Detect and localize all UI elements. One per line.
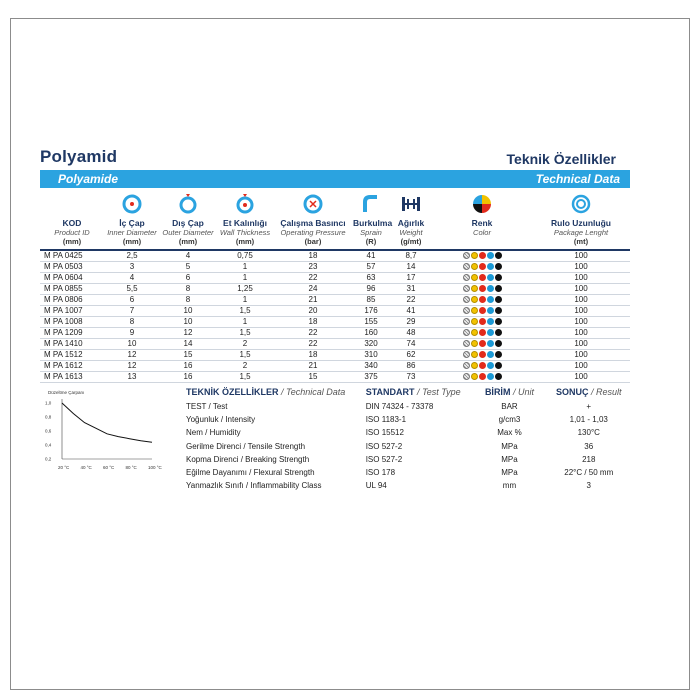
swatch-blue: [487, 329, 494, 336]
section-title: Teknik Özellikler: [506, 151, 616, 167]
property-result: 22°C / 50 mm: [564, 468, 614, 478]
cell-dis: 6: [160, 273, 216, 284]
swatch-black: [495, 274, 502, 281]
table-row: [40, 284, 630, 295]
cell-agirlik: 17: [390, 273, 432, 284]
property-standard: ISO 15512: [365, 428, 404, 438]
cell-et: 1,25: [216, 284, 274, 295]
cell-basinc: 21: [274, 295, 352, 306]
property-unit: MPa: [501, 468, 518, 478]
cell-ic: 12: [104, 350, 160, 361]
swatch-black: [495, 263, 502, 270]
swatch-red: [479, 329, 486, 336]
swatch-red: [479, 252, 486, 259]
column-label-tr: Ağırlık: [397, 218, 425, 228]
property-row: [186, 400, 630, 413]
property-row: [186, 453, 630, 466]
cell-burkulma: 310: [352, 350, 390, 361]
cell-burkulma: 176: [352, 306, 390, 317]
column-unit: (mm): [178, 237, 198, 246]
cell-basinc: 22: [274, 328, 352, 339]
cell-dis: 10: [160, 306, 216, 317]
cell-burkulma: 160: [352, 328, 390, 339]
cell-burkulma: 41: [352, 250, 390, 262]
prop-header: TEKNİK ÖZELLİKLER / Technical Data: [186, 387, 346, 397]
column-label-en: Inner Diameter: [107, 228, 157, 237]
swatch-natural: [463, 263, 470, 270]
pressure-icon: [303, 194, 323, 214]
property-standard: ISO 527-2: [365, 441, 403, 451]
swatch-black: [495, 329, 502, 336]
cell-burkulma: 57: [352, 262, 390, 273]
property-unit: MPa: [501, 454, 518, 464]
column-label-en: Sprain: [360, 228, 382, 237]
product-table: [40, 194, 630, 383]
cell-agirlik: 14: [390, 262, 432, 273]
property-standard: ISO 178: [365, 468, 396, 478]
cell-et: 1: [216, 262, 274, 273]
swatch-blue: [487, 351, 494, 358]
property-result: +: [586, 402, 592, 412]
property-standard: DIN 74324 - 73378: [365, 402, 434, 412]
cell-agirlik: 74: [390, 339, 432, 350]
property-row: [186, 440, 630, 453]
column-label-en: Product ID: [54, 228, 90, 237]
property-row: [186, 426, 630, 439]
swatch-blue: [487, 373, 494, 380]
table-row: [40, 328, 630, 339]
property-name: Yoğunluk / Intensity: [186, 415, 256, 425]
properties-body: [186, 400, 630, 492]
cell-kod: M PA 1613: [40, 372, 104, 383]
cell-kod: M PA 0503: [40, 262, 104, 273]
swatch-red: [479, 285, 486, 292]
property-unit: mm: [502, 481, 517, 491]
cell-rulo: 100: [532, 372, 630, 383]
property-name: TEST / Test: [186, 402, 228, 412]
unit-header: BİRİM / Unit: [484, 387, 534, 397]
cell-kod: M PA 1612: [40, 361, 104, 372]
swatch-black: [495, 340, 502, 347]
swatch-black: [495, 373, 502, 380]
cell-burkulma: 155: [352, 317, 390, 328]
swatch-blue: [487, 263, 494, 270]
cell-burkulma: 63: [352, 273, 390, 284]
property-unit: g/cm3: [498, 415, 521, 425]
column-header: [274, 194, 352, 250]
property-result: 130°C: [577, 428, 600, 438]
cell-dis: 12: [160, 328, 216, 339]
cell-dis: 16: [160, 372, 216, 383]
column-unit: (mm): [122, 237, 142, 246]
property-name: Eğilme Dayanımı / Flexural Strength: [186, 468, 315, 478]
weight-icon: [401, 194, 421, 214]
column-unit: (mm): [62, 237, 82, 246]
column-unit: (g/mt): [400, 237, 422, 246]
column-label-en: Color: [473, 228, 491, 237]
column-header: [390, 194, 432, 250]
cell-rulo: 100: [532, 317, 630, 328]
cell-dis: 14: [160, 339, 216, 350]
swatch-natural: [463, 351, 470, 358]
cell-rulo: 100: [532, 361, 630, 372]
swatch-natural: [463, 285, 470, 292]
cell-et: 1: [216, 317, 274, 328]
cell-ic: 4: [104, 273, 160, 284]
cell-burkulma: 85: [352, 295, 390, 306]
property-result: 3: [586, 481, 591, 491]
graph-y-tick: 0,6: [45, 428, 52, 434]
swatch-yellow: [471, 285, 478, 292]
column-label-tr: Renk: [471, 218, 493, 228]
cell-et: 1,5: [216, 328, 274, 339]
cell-kod: M PA 1209: [40, 328, 104, 339]
cell-ic: 3: [104, 262, 160, 273]
cell-agirlik: 8,7: [390, 250, 432, 262]
color-swatches: [432, 306, 532, 317]
graph-x-tick: 20 °C: [58, 465, 70, 470]
color-swatches: [432, 273, 532, 284]
property-standard: ISO 527-2: [365, 454, 403, 464]
color-swatches: [432, 262, 532, 273]
color-swatches: [432, 295, 532, 306]
table-row: [40, 350, 630, 361]
cell-ic: 9: [104, 328, 160, 339]
cell-basinc: 23: [274, 262, 352, 273]
column-header: [432, 194, 532, 250]
swatch-natural: [463, 373, 470, 380]
property-name: Yanmazlık Sınıfı / Inflammability Class: [186, 481, 322, 491]
column-label-tr: KOD: [62, 218, 82, 228]
cell-burkulma: 320: [352, 339, 390, 350]
column-unit: (mt): [573, 237, 589, 246]
swatch-blue: [487, 307, 494, 314]
table-row: [40, 339, 630, 350]
swatch-black: [495, 296, 502, 303]
swatch-natural: [463, 329, 470, 336]
cell-kod: M PA 1410: [40, 339, 104, 350]
cell-ic: 10: [104, 339, 160, 350]
swatch-yellow: [471, 263, 478, 270]
swatch-yellow: [471, 296, 478, 303]
property-name: Gerilme Direnci / Tensile Strength: [186, 441, 306, 451]
graph-svg: [40, 387, 160, 477]
table-row: [40, 295, 630, 306]
technical-properties: [186, 387, 630, 492]
swatch-natural: [463, 340, 470, 347]
cell-et: 1: [216, 295, 274, 306]
column-label-tr: Et Kalınlığı: [223, 218, 267, 228]
section-subtitle: Technical Data: [535, 172, 620, 186]
cell-agirlik: 31: [390, 284, 432, 295]
column-header: [160, 194, 216, 250]
swatch-blue: [487, 340, 494, 347]
property-standard: UL 94: [365, 481, 387, 491]
swatch-blue: [487, 274, 494, 281]
swatch-red: [479, 351, 486, 358]
swatch-blue: [487, 318, 494, 325]
color-swatches: [432, 350, 532, 361]
cell-basinc: 22: [274, 273, 352, 284]
cell-et: 1: [216, 273, 274, 284]
swatch-yellow: [471, 373, 478, 380]
cell-rulo: 100: [532, 284, 630, 295]
cell-et: 1,5: [216, 350, 274, 361]
property-row: [186, 413, 630, 426]
cell-rulo: 100: [532, 295, 630, 306]
swatch-natural: [463, 296, 470, 303]
header-row: [40, 145, 630, 167]
swatch-black: [495, 362, 502, 369]
graph-x-tick: 60 °C: [103, 465, 115, 470]
table-row: [40, 306, 630, 317]
color-swatches: [432, 317, 532, 328]
column-unit: (R): [365, 237, 377, 246]
swatch-yellow: [471, 252, 478, 259]
correction-graph: [40, 387, 160, 477]
swatch-natural: [463, 307, 470, 314]
cell-ic: 5,5: [104, 284, 160, 295]
swatch-red: [479, 274, 486, 281]
graph-y-tick: 0,4: [45, 442, 52, 448]
swatch-yellow: [471, 362, 478, 369]
header-bar: [40, 170, 630, 188]
cell-agirlik: 29: [390, 317, 432, 328]
column-label-tr: Çalışma Basıncı: [280, 218, 346, 228]
swatch-natural: [463, 362, 470, 369]
property-result: 218: [582, 454, 596, 464]
swatch-black: [495, 252, 502, 259]
graph-x-tick: 100 °C: [148, 465, 162, 470]
cell-ic: 6: [104, 295, 160, 306]
cell-agirlik: 86: [390, 361, 432, 372]
table-body: [40, 250, 630, 383]
table-header: [40, 194, 630, 250]
column-header: [40, 194, 104, 250]
cell-et: 1,5: [216, 372, 274, 383]
cell-rulo: 100: [532, 339, 630, 350]
color-swatches: [432, 250, 532, 262]
swatch-natural: [463, 252, 470, 259]
cell-kod: M PA 1008: [40, 317, 104, 328]
table-row: [40, 372, 630, 383]
swatch-red: [479, 296, 486, 303]
cell-et: 2: [216, 361, 274, 372]
graph-y-tick: 0,2: [45, 456, 52, 462]
cell-et: 1,5: [216, 306, 274, 317]
cell-dis: 8: [160, 284, 216, 295]
cell-kod: M PA 1007: [40, 306, 104, 317]
swatch-yellow: [471, 307, 478, 314]
cell-rulo: 100: [532, 273, 630, 284]
graph-x-tick: 40 °C: [80, 465, 92, 470]
cell-rulo: 100: [532, 328, 630, 339]
column-unit: (bar): [304, 237, 322, 246]
swatch-red: [479, 307, 486, 314]
inner-diameter-icon: [122, 194, 142, 214]
swatch-red: [479, 318, 486, 325]
cell-dis: 8: [160, 295, 216, 306]
swatch-yellow: [471, 329, 478, 336]
cell-basinc: 18: [274, 250, 352, 262]
cell-burkulma: 375: [352, 372, 390, 383]
property-result: 36: [584, 441, 594, 451]
table-row: [40, 262, 630, 273]
table-row: [40, 273, 630, 284]
property-unit: MPa: [501, 441, 518, 451]
cell-basinc: 18: [274, 317, 352, 328]
swatch-red: [479, 340, 486, 347]
table-row: [40, 361, 630, 372]
cell-burkulma: 340: [352, 361, 390, 372]
cell-dis: 4: [160, 250, 216, 262]
cell-basinc: 22: [274, 339, 352, 350]
color-swatches: [432, 328, 532, 339]
property-standard: ISO 1183-1: [365, 415, 407, 425]
bend-icon: [361, 194, 381, 214]
swatch-yellow: [471, 318, 478, 325]
swatch-natural: [463, 274, 470, 281]
outer-diameter-icon: [178, 194, 198, 214]
column-header: [352, 194, 393, 250]
cell-ic: 13: [104, 372, 160, 383]
cell-basinc: 15: [274, 372, 352, 383]
column-label-tr: Rulo Uzunluğu: [551, 218, 611, 228]
cell-basinc: 21: [274, 361, 352, 372]
column-label-tr: Burkulma: [353, 218, 393, 228]
cell-burkulma: 96: [352, 284, 390, 295]
graph-y-tick: 1,0: [45, 400, 52, 406]
properties-header: [186, 387, 630, 400]
swatch-blue: [487, 285, 494, 292]
cell-kod: M PA 0806: [40, 295, 104, 306]
graph-y-tick: 0,8: [45, 414, 52, 420]
column-header: [104, 194, 160, 250]
swatch-red: [479, 362, 486, 369]
swatch-blue: [487, 252, 494, 259]
cell-dis: 5: [160, 262, 216, 273]
column-unit: (mm): [235, 237, 255, 246]
swatch-yellow: [471, 351, 478, 358]
column-label-en: Outer Diameter: [162, 228, 214, 237]
color-swatches: [432, 372, 532, 383]
property-row: [186, 479, 630, 492]
property-name: Nem / Humidity: [186, 428, 241, 438]
color-swatches: [432, 284, 532, 295]
swatch-black: [495, 318, 502, 325]
property-name: Kopma Direnci / Breaking Strength: [186, 454, 310, 464]
swatch-red: [479, 373, 486, 380]
swatch-natural: [463, 318, 470, 325]
cell-dis: 10: [160, 317, 216, 328]
column-header: [216, 194, 274, 250]
cell-dis: 16: [160, 361, 216, 372]
product-subtitle: Polyamide: [58, 172, 119, 186]
column-label-tr: Dış Çap: [172, 218, 204, 228]
cell-rulo: 100: [532, 262, 630, 273]
swatch-yellow: [471, 340, 478, 347]
cell-kod: M PA 1512: [40, 350, 104, 361]
swatch-red: [479, 263, 486, 270]
wall-thickness-icon: [235, 194, 255, 214]
column-header: [532, 194, 630, 250]
cell-ic: 12: [104, 361, 160, 372]
property-unit: Max %: [497, 428, 522, 438]
cell-dis: 15: [160, 350, 216, 361]
property-row: [186, 466, 630, 479]
graph-title: Düzeltme Çarpanı: [48, 390, 85, 395]
cell-ic: 8: [104, 317, 160, 328]
color-wheel-icon: [472, 194, 492, 214]
cell-kod: M PA 0855: [40, 284, 104, 295]
swatch-black: [495, 351, 502, 358]
cell-basinc: 24: [274, 284, 352, 295]
cell-agirlik: 41: [390, 306, 432, 317]
table-row: [40, 317, 630, 328]
property-unit: BAR: [501, 402, 518, 412]
roll-icon: [571, 194, 591, 214]
cell-et: 0,75: [216, 250, 274, 262]
swatch-black: [495, 285, 502, 292]
column-label-en: Weight: [399, 228, 423, 237]
color-swatches: [432, 361, 532, 372]
swatch-black: [495, 307, 502, 314]
column-label-en: Package Lenght: [553, 228, 609, 237]
column-label-tr: İç Çap: [119, 218, 145, 228]
lower-section: [40, 387, 630, 492]
cell-rulo: 100: [532, 250, 630, 262]
cell-et: 2: [216, 339, 274, 350]
cell-agirlik: 73: [390, 372, 432, 383]
property-result: 1,01 - 1,03: [569, 415, 608, 425]
graph-x-tick: 80 °C: [125, 465, 137, 470]
cell-rulo: 100: [532, 350, 630, 361]
properties-table: [186, 387, 630, 492]
result-header: SONUÇ / Result: [555, 387, 622, 397]
cell-ic: 2,5: [104, 250, 160, 262]
column-label-en: Operating Pressure: [280, 228, 346, 237]
color-swatches: [432, 339, 532, 350]
swatch-blue: [487, 362, 494, 369]
cell-rulo: 100: [532, 306, 630, 317]
swatch-blue: [487, 296, 494, 303]
graph-line: [62, 403, 152, 442]
cell-agirlik: 22: [390, 295, 432, 306]
product-title: Polyamid: [40, 147, 118, 166]
table-row: [40, 250, 630, 262]
cell-basinc: 18: [274, 350, 352, 361]
cell-ic: 7: [104, 306, 160, 317]
column-label-en: Wall Thickness: [219, 228, 271, 237]
cell-agirlik: 48: [390, 328, 432, 339]
std-header: STANDART / Test Type: [365, 387, 461, 397]
cell-basinc: 20: [274, 306, 352, 317]
cell-kod: M PA 0604: [40, 273, 104, 284]
cell-kod: M PA 0425: [40, 250, 104, 262]
datasheet: [40, 145, 630, 492]
cell-agirlik: 62: [390, 350, 432, 361]
swatch-yellow: [471, 274, 478, 281]
